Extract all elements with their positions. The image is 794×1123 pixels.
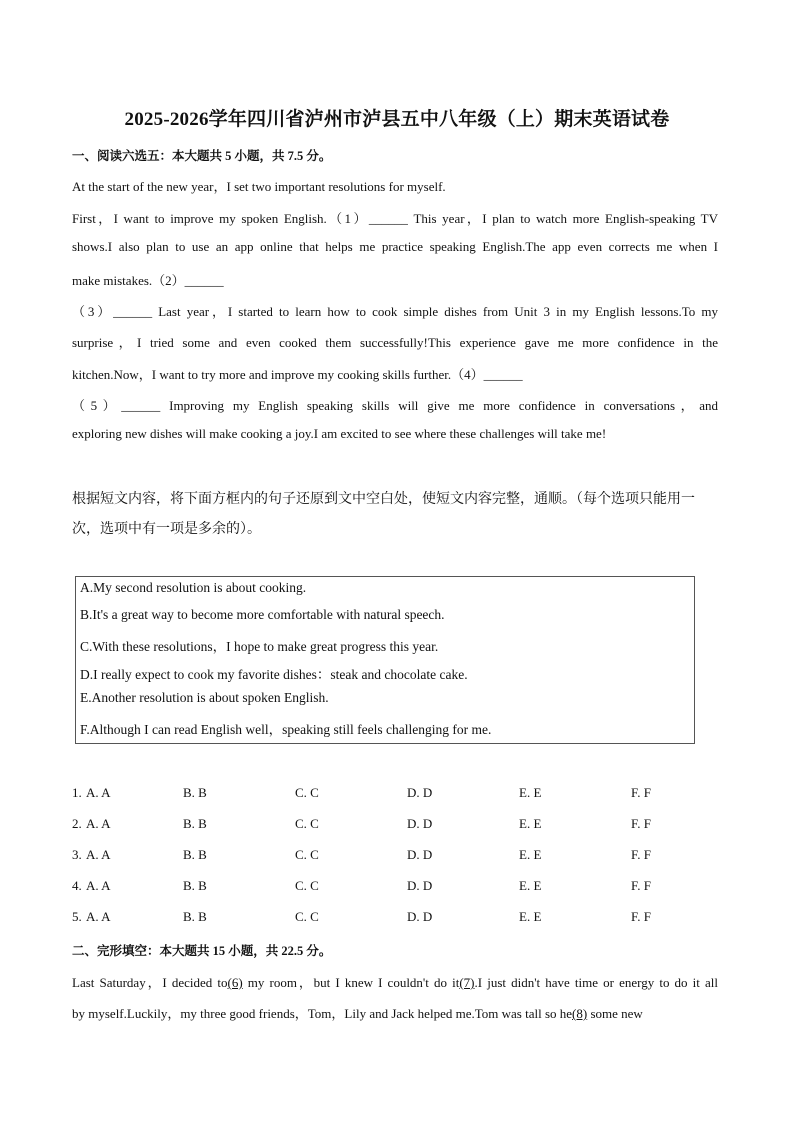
choice-a[interactable]: A. A bbox=[86, 816, 111, 831]
choice-d[interactable]: D. D bbox=[407, 785, 433, 800]
choice-e[interactable]: E. E bbox=[519, 816, 542, 831]
passage-line: （5）______ Improving my English speaking skills will give me more confidence in conversations，and bbox=[72, 398, 718, 413]
choice-c[interactable]: C. C bbox=[295, 847, 319, 862]
choice-a[interactable]: A. A bbox=[86, 785, 111, 800]
choice-a[interactable]: A. A bbox=[86, 878, 111, 893]
choice-c[interactable]: C. C bbox=[295, 878, 319, 893]
cloze-blank-7[interactable]: (7) bbox=[459, 975, 475, 990]
choice-e[interactable]: E. E bbox=[519, 909, 542, 924]
question-row bbox=[72, 816, 712, 832]
choice-c[interactable]: C. C bbox=[295, 785, 319, 800]
choice-b[interactable]: B. B bbox=[183, 909, 207, 924]
question-row bbox=[72, 909, 712, 925]
option-a: A.My second resolution is about cooking. bbox=[80, 580, 307, 595]
passage-line: At the start of the new year，I set two important resolutions for myself. bbox=[72, 179, 446, 194]
choice-e[interactable]: E. E bbox=[519, 847, 542, 862]
question-number: 2. bbox=[72, 816, 82, 831]
cloze-text: my room，but I knew I couldn't do it bbox=[242, 975, 460, 990]
choice-a[interactable]: A. A bbox=[86, 909, 111, 924]
option-f: F.Although I can read English well，speaking still feels challenging for me. bbox=[80, 722, 492, 737]
section2-heading: 二、完形填空：本大题共 15 小题，共 22.5 分。 bbox=[72, 944, 332, 958]
instruction-line: 次，选项中有一项是多余的）。 bbox=[72, 521, 261, 537]
passage-line: surprise，I tried some and even cooked them successfully!This experience gave me more confidence in the bbox=[72, 335, 718, 350]
question-row bbox=[72, 785, 712, 801]
choice-b[interactable]: B. B bbox=[183, 847, 207, 862]
cloze-text: Last Saturday，I decided to bbox=[72, 975, 228, 990]
passage-line: （3）______ Last year，I started to learn how to cook simple dishes from Unit 3 in my English lessons.To my bbox=[72, 304, 718, 319]
passage-line: kitchen.Now，I want to try more and improve my cooking skills further.（4）______ bbox=[72, 367, 523, 382]
options-box bbox=[75, 576, 695, 744]
question-number: 4. bbox=[72, 878, 82, 893]
choice-f[interactable]: F. F bbox=[631, 909, 651, 924]
question-number: 5. bbox=[72, 909, 82, 924]
choice-d[interactable]: D. D bbox=[407, 878, 433, 893]
choice-d[interactable]: D. D bbox=[407, 816, 433, 831]
passage-line: shows.I also plan to use an app online that helps me practice speaking English.The app even corrects me when I bbox=[72, 239, 718, 254]
choice-b[interactable]: B. B bbox=[183, 816, 207, 831]
choice-b[interactable]: B. B bbox=[183, 785, 207, 800]
choice-f[interactable]: F. F bbox=[631, 878, 651, 893]
option-c: C.With these resolutions，I hope to make great progress this year. bbox=[80, 639, 439, 654]
choice-a[interactable]: A. A bbox=[86, 847, 111, 862]
cloze-text: some new bbox=[587, 1006, 643, 1021]
question-row bbox=[72, 847, 712, 863]
section1-heading: 一、阅读六选五：本大题共 5 小题，共 7.5 分。 bbox=[72, 149, 332, 163]
choice-d[interactable]: D. D bbox=[407, 847, 433, 862]
choice-e[interactable]: E. E bbox=[519, 878, 542, 893]
choice-c[interactable]: C. C bbox=[295, 909, 319, 924]
choice-d[interactable]: D. D bbox=[407, 909, 433, 924]
passage-line: First，I want to improve my spoken English.（1）______ This year，I plan to watch more English-speaking TV bbox=[72, 211, 718, 226]
question-number: 1. bbox=[72, 785, 82, 800]
choice-e[interactable]: E. E bbox=[519, 785, 542, 800]
passage-line: make mistakes.（2）______ bbox=[72, 273, 224, 288]
cloze-blank-8[interactable]: (8) bbox=[572, 1006, 588, 1021]
page-title: 2025-2026学年四川省泸州市泸县五中八年级（上）期末英语试卷 bbox=[124, 109, 670, 130]
choice-c[interactable]: C. C bbox=[295, 816, 319, 831]
question-number: 3. bbox=[72, 847, 82, 862]
cloze-text: .I just didn't have time or energy to do it all bbox=[474, 975, 718, 990]
passage-line: exploring new dishes will make cooking a joy.I am excited to see where these challenges will take me! bbox=[72, 426, 607, 441]
instruction-line: 根据短文内容，将下面方框内的句子还原到文中空白处，使短文内容完整，通顺。（每个选项只能用一 bbox=[72, 491, 695, 507]
choice-f[interactable]: F. F bbox=[631, 816, 651, 831]
question-row bbox=[72, 878, 712, 894]
choice-f[interactable]: F. F bbox=[631, 847, 651, 862]
cloze-text: by myself.Luckily，my three good friends，Tom，Lily and Jack helped me.Tom was tall so he bbox=[72, 1006, 573, 1021]
option-d: D.I really expect to cook my favorite dishes：steak and chocolate cake. bbox=[80, 667, 468, 682]
choice-f[interactable]: F. F bbox=[631, 785, 651, 800]
option-e: E.Another resolution is about spoken English. bbox=[80, 690, 329, 705]
cloze-line bbox=[72, 972, 718, 991]
option-b: B.It's a great way to become more comfortable with natural speech. bbox=[80, 607, 445, 622]
cloze-blank-6[interactable]: (6) bbox=[227, 975, 243, 990]
cloze-line bbox=[72, 1003, 718, 1022]
choice-b[interactable]: B. B bbox=[183, 878, 207, 893]
